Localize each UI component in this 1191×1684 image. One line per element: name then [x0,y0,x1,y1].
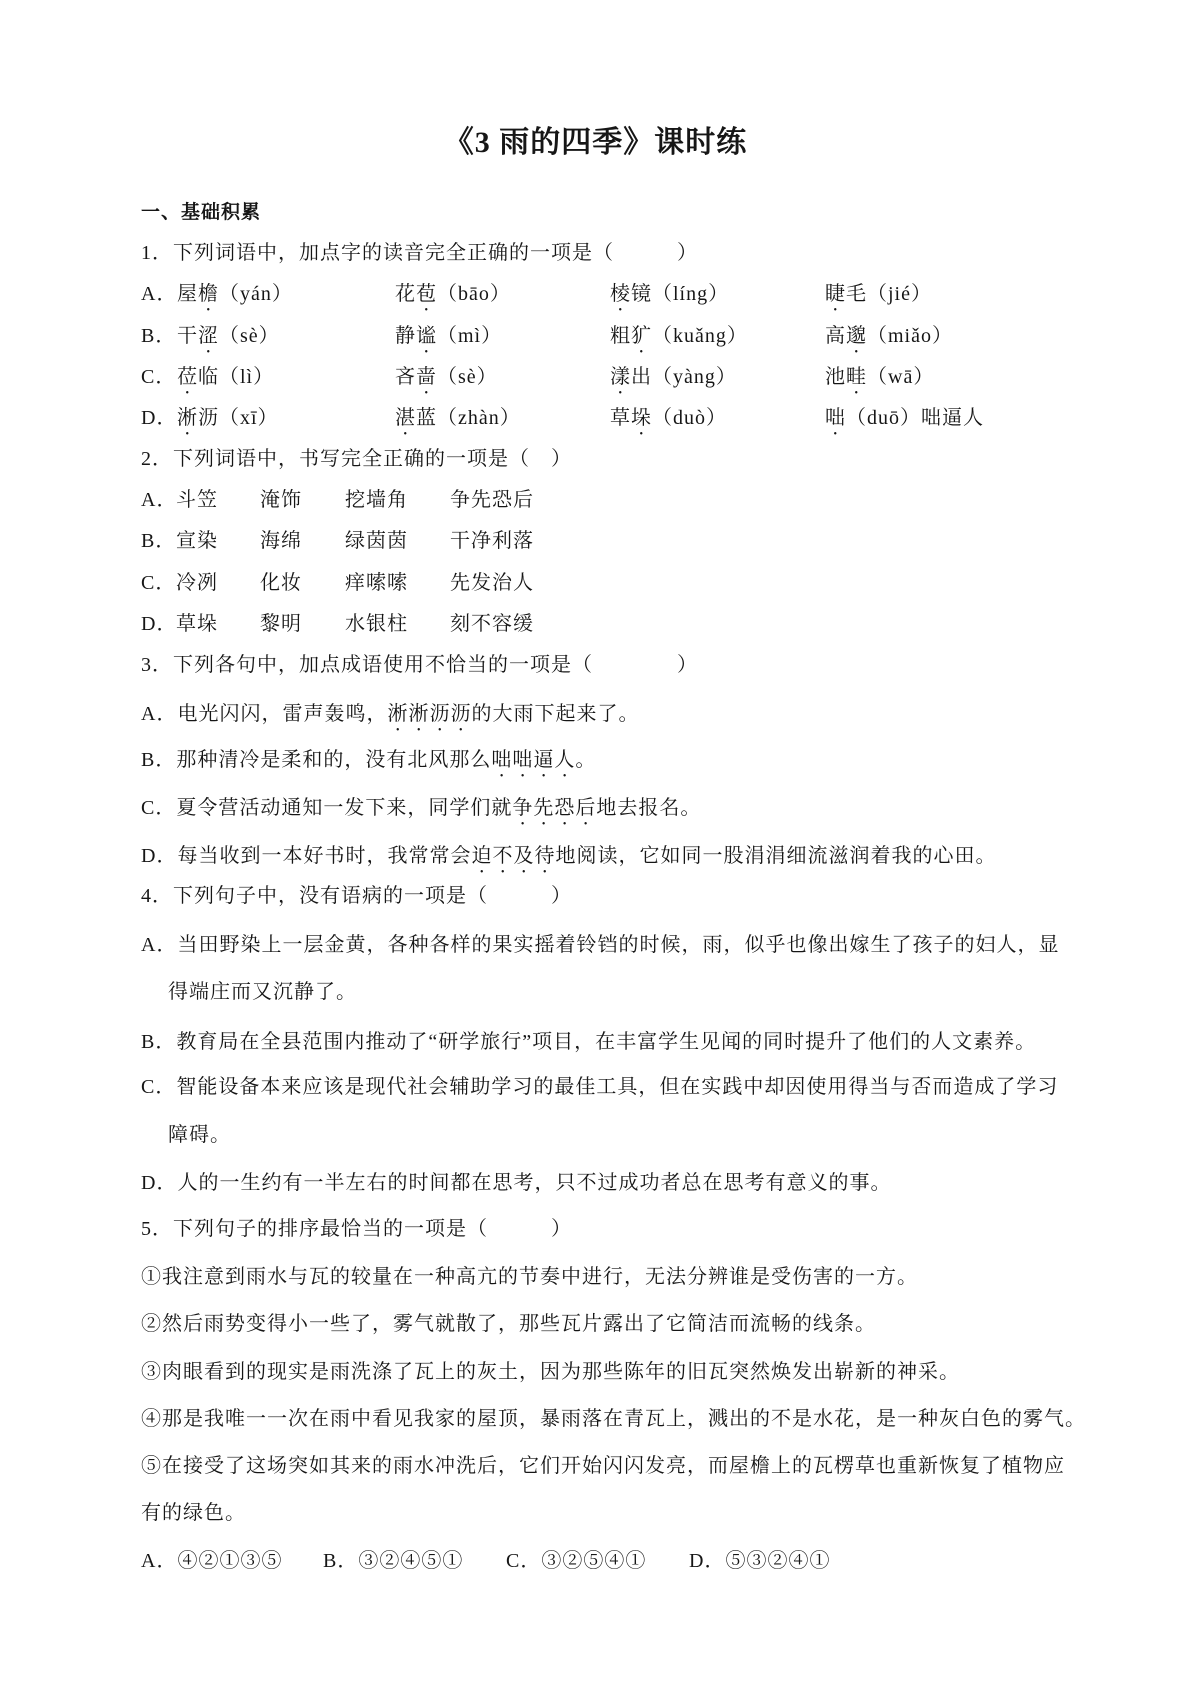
q4-option-d [141,1170,1161,1198]
sentence-text: 当田野染上一层金黄，各种各样的果实摇着铃铛的时候，雨，似乎也像出嫁生了孩子的妇人，显 [177,934,1060,956]
option-label: A． [141,934,178,956]
q1-c-item-3 [610,364,737,399]
dotted-char: 啬 [416,366,437,388]
q5-answer-b [323,1548,463,1574]
dotted-char: 邈 [846,325,867,347]
option-label: D． [141,407,178,429]
q1-b-item-4 [825,323,953,358]
q5-sentence-5-continued: 有的绿色。 [141,1502,246,1524]
question-4-stem: 4．下列句子中，没有语病的一项是（ ） [141,885,572,907]
item-pinyin: 镜（líng） [631,283,730,305]
q1-a-item-2 [395,281,511,316]
dotted-char: 苞 [416,283,437,305]
q1-c-item-4 [825,364,934,399]
sentence-text: 地阅读，它如同一股涓涓细流滋润着我的心田。 [555,845,997,867]
q2-option-d [141,611,1161,639]
q1-option-b [141,323,1161,351]
item-text: 静 [395,325,416,347]
item-pinyin: 蓝（zhàn） [416,407,521,429]
item-text: 干 [177,325,198,347]
item-pinyin: （mì） [437,325,503,347]
q1-d-item-2 [395,405,521,440]
q4-option-a [141,932,1161,960]
dotted-idiom: 迫不及待 [471,845,556,867]
q1-c-item-2 [395,364,498,399]
question-2-stem: 2．下列词语中，书写完全正确的一项是（ ） [141,448,572,470]
q4-option-c-continued: 障碍。 [168,1124,231,1146]
q2-word: 刻不容缓 [450,613,534,635]
item-pinyin: （kuǎng） [652,325,748,347]
q2-word: 宣染 [176,530,218,552]
q5-answer-c [506,1548,646,1574]
item-pinyin: （duō）咄逼人 [846,407,984,429]
q3-option-d [141,843,1161,871]
item-text: 屋 [177,283,198,305]
dotted-char: 咄 [825,407,846,429]
dotted-idiom: 淅淅沥沥 [387,703,472,725]
item-pinyin: 出（yàng） [631,366,737,388]
option-label: A． [141,1550,178,1572]
q4-option-a-continued: 得端庄而又沉静了。 [168,981,357,1003]
q3-option-a [141,701,1161,729]
question-1-stem: 1．下列词语中，加点字的读音完全正确的一项是（ ） [141,242,698,264]
option-label: B． [141,1031,177,1053]
q2-word: 冷冽 [176,572,218,594]
item-pinyin: （sè） [219,325,280,347]
q5-sentence-2: ②然后雨势变得小一些了，雾气就散了，那些瓦片露出了它简洁而流畅的线条。 [141,1313,876,1335]
option-label: C． [506,1550,542,1572]
option-label: A． [141,283,178,305]
item-pinyin: （wā） [867,366,935,388]
q2-word: 挖墙角 [345,489,408,511]
dotted-char: 垛 [631,407,652,429]
question-5-stem: 5．下列句子的排序最恰当的一项是（ ） [141,1218,572,1240]
q1-option-d [141,405,1161,433]
q2-option-a [141,487,1161,515]
question-3-stem: 3．下列各句中，加点成语使用不恰当的一项是（ ） [141,654,698,676]
item-pinyin: 毛（jié） [846,283,932,305]
q1-d-item-3 [610,405,727,440]
sentence-text: 电光闪闪，雷声轰鸣， [177,703,388,725]
page-title: 《3 雨的四季》课时练 [443,126,748,159]
q2-word: 争先恐后 [450,489,534,511]
sentence-text: 夏令营活动通知一发下来，同学们就 [176,797,513,819]
option-label: D． [141,845,178,867]
q2-word: 绿茵茵 [345,530,408,552]
q2-word: 痒嗦嗦 [345,572,408,594]
option-label: D． [141,613,178,635]
item-pinyin: （bāo） [437,283,511,305]
q5-sentence-5: ⑤在接受了这场突如其来的雨水冲洗后，它们开始闪闪发亮，而屋檐上的瓦楞草也重新恢复了植物应 [141,1455,1065,1477]
q1-d-item-1 [177,405,279,440]
q1-c-item-1 [177,364,274,399]
q1-b-item-1 [177,323,280,358]
q5-sentence-1: ①我注意到雨水与瓦的较量在一种高亢的节奏中进行，无法分辨谁是受伤害的一方。 [141,1266,918,1288]
option-label: D． [141,1172,178,1194]
q5-sentence-4: ④那是我唯一一次在雨中看见我家的屋顶，暴雨落在青瓦上，溅出的不是水花，是一种灰白色的雾气。 [141,1408,1086,1430]
option-label: D． [689,1550,726,1572]
item-text: 高 [825,325,846,347]
q4-option-c [141,1074,1161,1102]
answer-order: ④②①③⑤ [177,1550,283,1572]
q2-word: 化妆 [260,572,302,594]
option-label: B． [141,530,177,552]
dotted-char: 棱 [610,283,631,305]
item-text: 池 [825,366,846,388]
q5-answer-options [141,1548,1161,1576]
q5-sentence-3: ③肉眼看到的现实是雨洗涤了瓦上的灰土，因为那些陈年的旧瓦突然焕发出崭新的神采。 [141,1361,960,1383]
dotted-char: 湛 [395,407,416,429]
q2-word: 草垛 [176,613,218,635]
sentence-text: 智能设备本来应该是现代社会辅助学习的最佳工具，但在实践中却因使用得当与否而造成了学习 [176,1076,1059,1098]
dotted-char: 淅 [177,407,198,429]
q2-word: 黎明 [260,613,302,635]
option-label: A． [141,489,178,511]
q1-a-item-4 [825,281,932,316]
answer-order: ③②⑤④① [541,1550,647,1572]
item-pinyin: 沥（xī） [198,407,279,429]
option-label: A． [141,703,178,725]
dotted-char: 莅 [177,366,198,388]
item-text: 吝 [395,366,416,388]
item-pinyin: （yán） [219,283,293,305]
item-pinyin: （miǎo） [867,325,953,347]
item-text: 粗 [610,325,631,347]
answer-order: ⑤③②④① [725,1550,831,1572]
option-label: B． [323,1550,359,1572]
option-label: C． [141,572,177,594]
q5-answer-a [141,1548,282,1574]
dotted-char: 漾 [610,366,631,388]
sentence-text: 人的一生约有一半左右的时间都在思考，只不过成功者总在思考有意义的事。 [177,1172,892,1194]
dotted-char: 涩 [198,325,219,347]
sentence-text: 那种清冷是柔和的，没有北风那么 [176,749,492,771]
q2-word: 先发治人 [450,572,534,594]
sentence-text: 的大雨下起来了。 [471,703,640,725]
q5-answer-d [689,1548,830,1574]
q1-b-item-3 [610,323,748,358]
q2-option-b [141,528,1161,556]
q2-word: 斗笠 [176,489,218,511]
q1-a-item-1 [177,281,293,316]
dotted-idiom: 争先恐后 [512,797,597,819]
item-text: 花 [395,283,416,305]
dotted-char: 犷 [631,325,652,347]
option-label: B． [141,325,177,347]
q1-option-a [141,281,1161,309]
option-label: C． [141,797,177,819]
q1-d-item-4 [825,405,984,440]
item-pinyin: （duò） [652,407,727,429]
q2-word: 淹饰 [260,489,302,511]
q2-word: 水银柱 [345,613,408,635]
q1-b-item-2 [395,323,502,358]
q1-a-item-3 [610,281,729,316]
sentence-text: 每当收到一本好书时，我常常会 [177,845,472,867]
item-pinyin: （sè） [437,366,498,388]
option-label: B． [141,749,177,771]
option-label: C． [141,366,177,388]
dotted-char: 檐 [198,283,219,305]
q1-option-c [141,364,1161,392]
q2-option-c [141,570,1161,598]
q2-word: 干净利落 [450,530,534,552]
sentence-text: 教育局在全县范围内推动了“研学旅行”项目，在丰富学生见闻的同时提升了他们的人文素养。 [176,1031,1037,1053]
dotted-char: 睫 [825,283,846,305]
q2-word: 海绵 [260,530,302,552]
dotted-char: 谧 [416,325,437,347]
dotted-char: 畦 [846,366,867,388]
sentence-text: 。 [575,749,597,771]
q3-option-b [141,747,1161,775]
option-label: C． [141,1076,177,1098]
section-heading: 一、基础积累 [141,202,262,223]
q4-option-b [141,1029,1161,1057]
dotted-idiom: 咄咄逼人 [491,749,576,771]
item-pinyin: 临（lì） [198,366,275,388]
item-text: 草 [610,407,631,429]
answer-order: ③②④⑤① [358,1550,464,1572]
sentence-text: 地去报名。 [596,797,702,819]
q3-option-c [141,795,1161,823]
